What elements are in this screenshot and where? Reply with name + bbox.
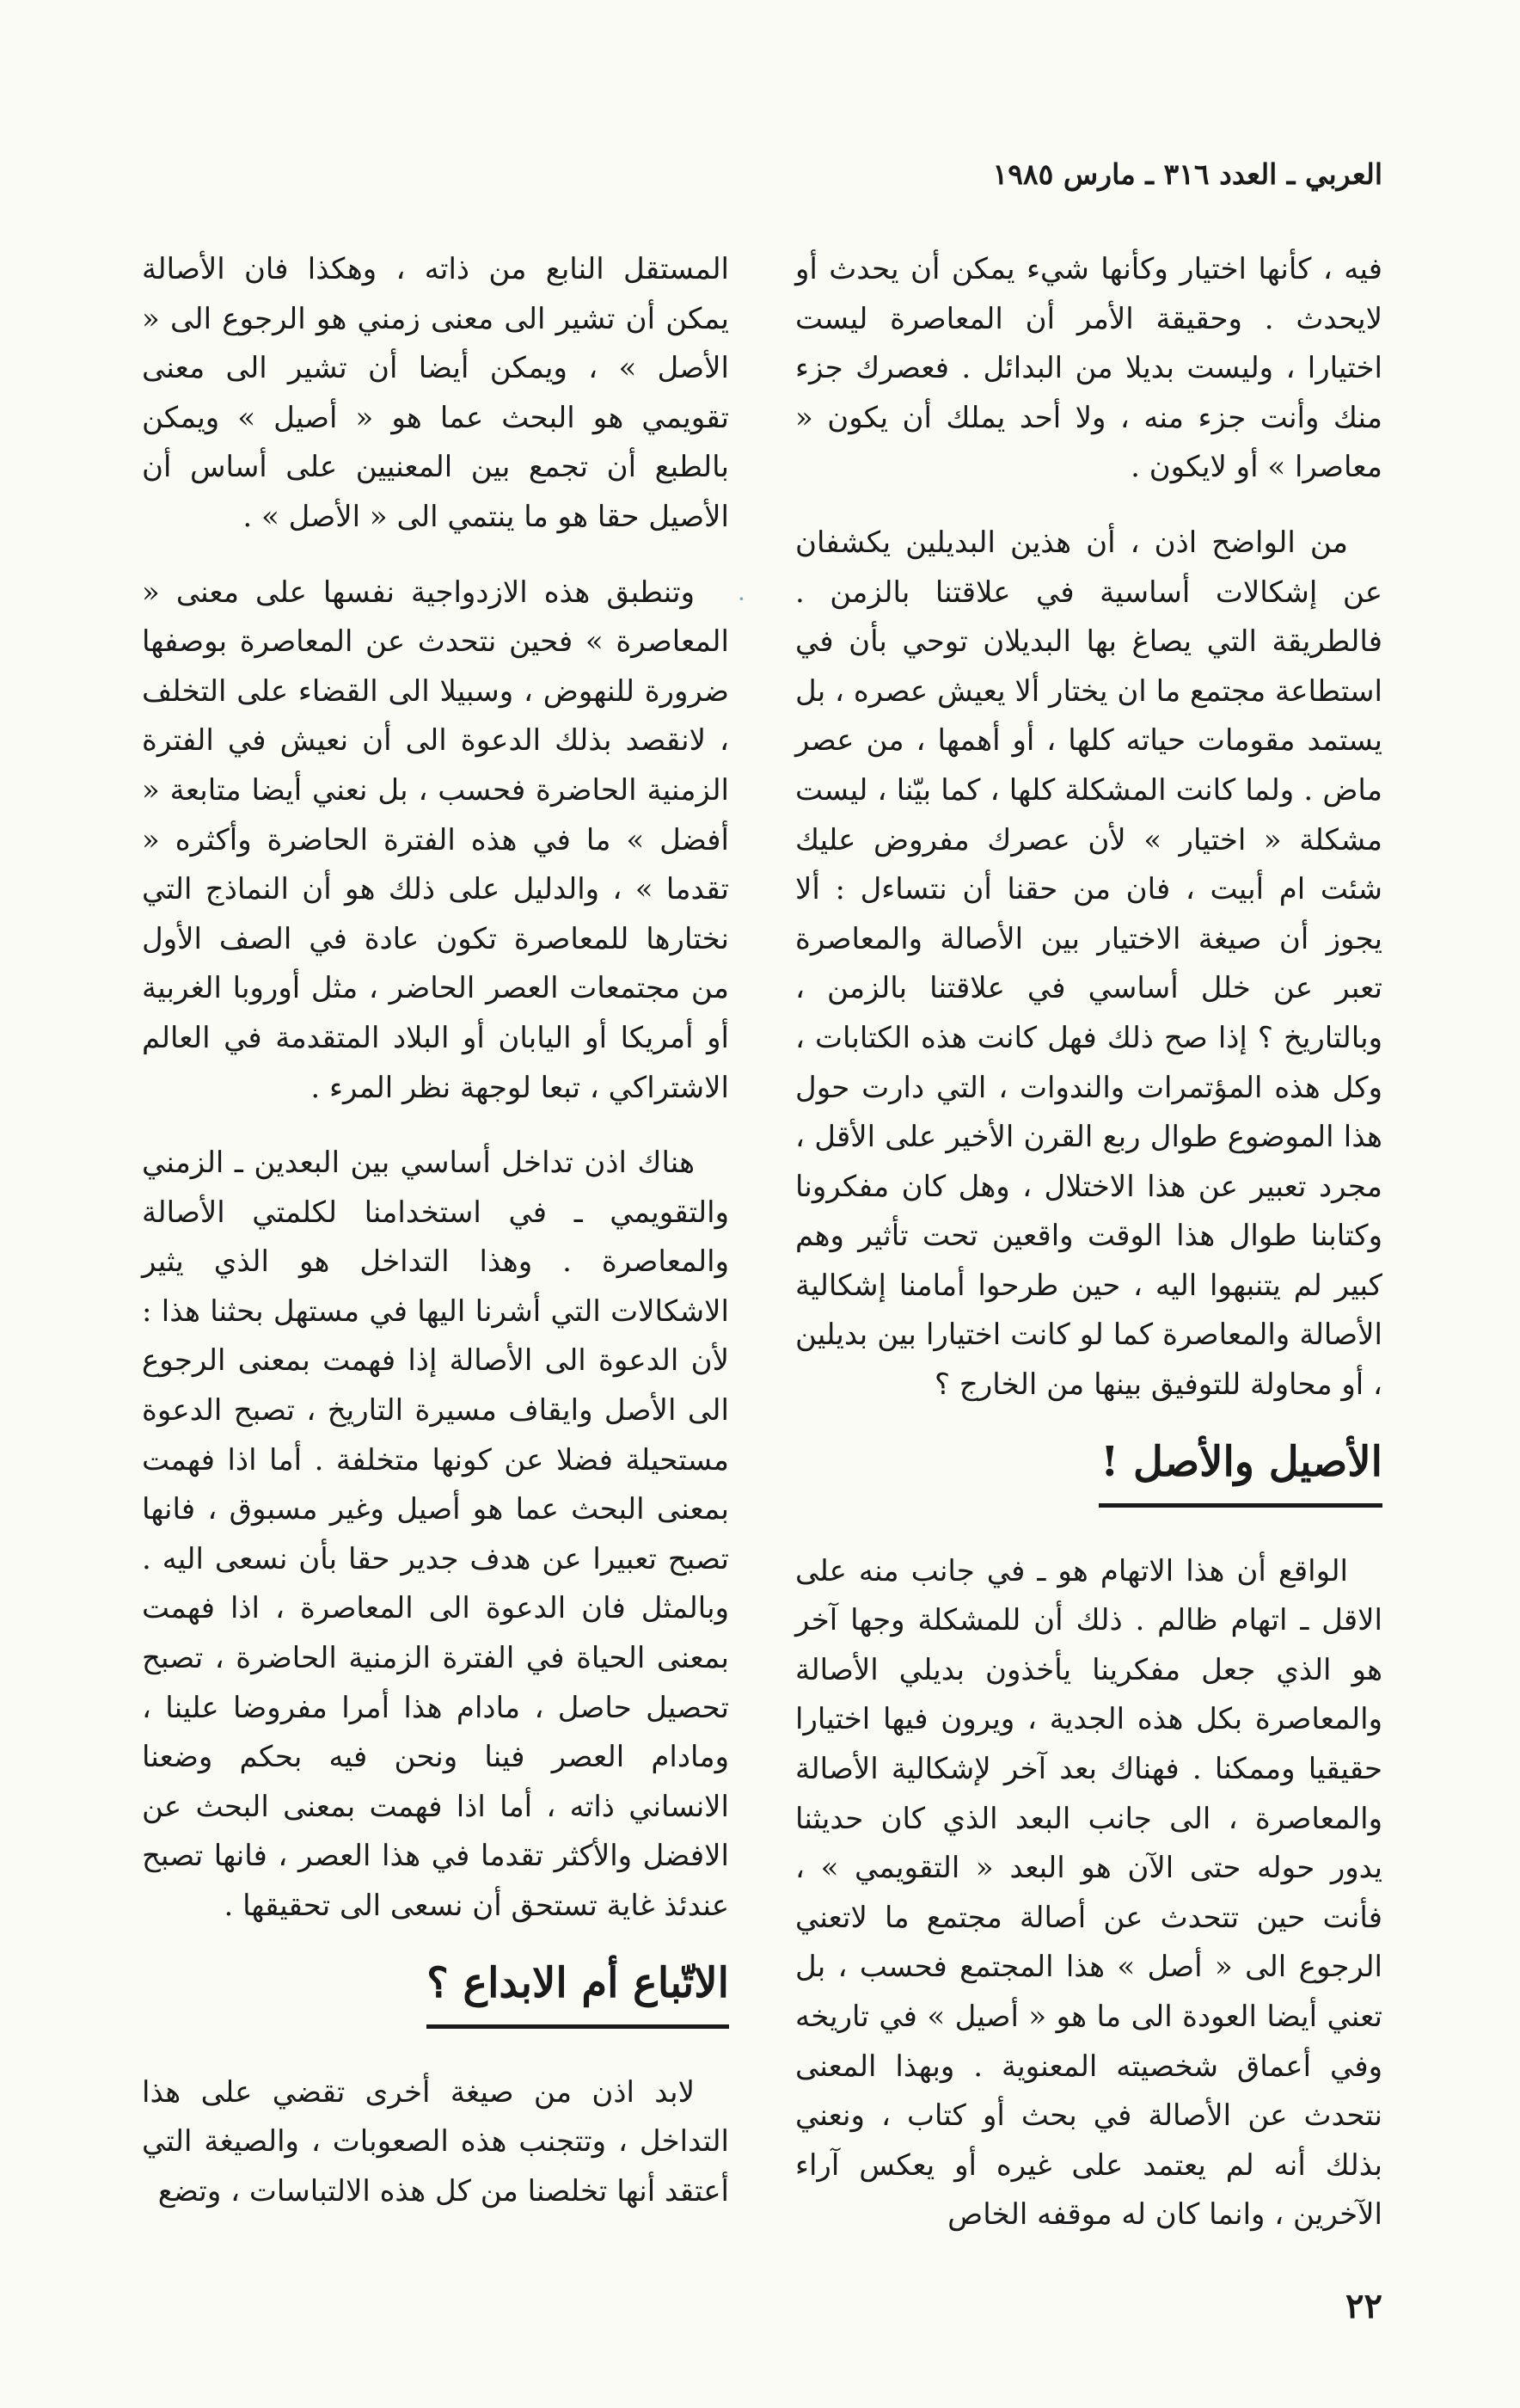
paragraph: وتنطبق هذه الازدواجية نفسها على معنى « المعاصرة » فحين نتحدث عن المعاصرة بوصفها ضرورة للنهوض ، وسبيلا الى القضاء على التخلف ، لانقصد بذلك الدعوة الى أن نعيش في الفترة الزمنية الحاضرة فحسب ، بل نعني أيضا متابعة « أفضل » ما في هذه الفترة الحاضرة وأكثره « تقدما » ، والدليل على ذلك هو أن النماذج التي نختارها للمعاصرة تكون عادة في الصف الأول من مجتمعات العصر الحاضر ، مثل أوروبا الغربية أو أمريكا أو اليابان أو البلاد المتقدمة في العالم الاشتراكي ، تبعا لوجهة نظر المرء . bbox=[142, 574, 729, 1105]
paragraph: من الواضح اذن ، أن هذين البديلين يكشفان عن إشكالات أساسية في علاقتنا بالزمن . فالطريقة التي يصاغ بها البديلان توحي بأن في استطاعة مجتمع ما ان يختار ألا يعيش عصره ، بل يستمد مقومات حياته كلها ، أو أهمها ، من عصر ماض . ولما كانت المشكلة كلها ، كما بيّنا ، ليست مشكلة « اختيار » لأن عصرك مفروض عليك شئت ام أبيت ، فان من حقنا أن نتساءل : ألا يجوز أن صيغة الاختيار بين الأصالة والمعاصرة تعبر عن خلل أساسي في علاقتنا بالزمن ، وبالتاريخ ؟ إذا صح ذلك فهل كانت هذه الكتابات ، وكل هذه المؤتمرات والندوات ، التي دارت حول هذا الموضوع طوال ربع القرن الأخير على الأقل ، مجرد تعبير عن هذا الاختلال ، وهل كان مفكرونا وكتابنا طوال هذا الوقت واقعين تحت تأثير وهم كبير لم يتنبهوا اليه ، حين طرحوا أمامنا إشكالية الأصالة والمعاصرة كما لو كانت اختيارا بين بديلين ، أو محاولة للتوفيق بينها من الخارج ؟ bbox=[795, 525, 1382, 1403]
section-heading: الأصيل والأصل ! bbox=[1099, 1436, 1382, 1508]
running-header: العربي ـ العدد ٣١٦ ـ مارس ١٩٨٥ bbox=[992, 157, 1382, 191]
paragraph: الواقع أن هذا الاتهام هو ـ في جانب منه على الاقل ـ اتهام ظالم . ذلك أن للمشكلة وجها آخر هو الذي جعل مفكرينا يأخذون بديلي الأصالة والمعاصرة بكل هذه الجدية ، ويرون فيها اختيارا حقيقيا وممكنا . فهناك بعد آخر لإشكالية الأصالة والمعاصرة ، الى جانب البعد الذي كان حديثنا يدور حوله حتى الآن هو البعد « التقويمي » ، فأنت حين تتحدث عن أصالة مجتمع ما لاتعني الرجوع الى « أصل » هذا المجتمع فحسب ، بل تعني أيضا العودة الى ما هو « أصيل » في تاريخه وفي أعماق شخصيته المعنوية . وبهذا المعنى نتحدث عن الأصالة في بحث أو كتاب ، ونعني بذلك أنه لم يعتمد على غيره أو يعكس آراء الآخرين ، وانما كان له موقفه الخاص bbox=[795, 1553, 1382, 2233]
margin-dot-icon: · bbox=[738, 585, 745, 613]
paragraph: هناك اذن تداخل أساسي بين البعدين ـ الزمني والتقويمي ـ في استخدامنا لكلمتي الأصالة والمعاصرة . وهذا التداخل هو الذي يثير الاشكالات التي أشرنا اليها في مستهل بحثنا هذا : لأن الدعوة الى الأصالة إذا فهمت بمعنى الرجوع الى الأصل وايقاف مسيرة التاريخ ، تصبح الدعوة مستحيلة فضلا عن كونها متخلفة . أما اذا فهمت بمعنى البحث عما هو أصيل وغير مسبوق ، فانها تصبح تعبيرا عن هدف جدير حقا بأن نسعى اليه . وبالمثل فان الدعوة الى المعاصرة ، اذا فهمت بمعنى الحياة في الفترة الزمنية الحاضرة ، تصبح تحصيل حاصل ، مادام هذا أمرا مفروضا علينا ، ومادام العصر فينا ونحن فيه بحكم وضعنا الانساني ذاته ، أما اذا فهمت بمعنى البحث عن الافضل والأكثر تقدما في هذا العصر ، فانها تصبح عندئذ غاية تستحق أن نسعى الى تحقيقها . bbox=[142, 1146, 729, 1923]
left-column bbox=[142, 245, 729, 2208]
page-number: ٢٢ bbox=[1345, 2286, 1382, 2326]
paragraph: المستقل النابع من ذاته ، وهكذا فان الأصالة يمكن أن تشير الى معنى زمني هو الرجوع الى « الأصل » ، ويمكن أيضا أن تشير الى معنى تقويمي هو البحث عما هو « أصيل » ويمكن بالطبع أن تجمع بين المعنيين على أساس أن الأصيل حقا هو ما ينتمي الى « الأصل » . bbox=[142, 252, 729, 534]
paragraph: فيه ، كأنها اختيار وكأنها شيء يمكن أن يحدث أو لايحدث . وحقيقة الأمر أن المعاصرة ليست اختيارا ، وليست بديلا من البدائل . فعصرك جزء منك وأنت جزء منه ، ولا أحد يملك أن يكون « معاصرا » أو لايكون . bbox=[795, 252, 1382, 485]
right-column bbox=[795, 245, 1382, 2233]
paragraph: لابد اذن من صيغة أخرى تقضي على هذا التداخل ، وتتجنب هذه الصعوبات ، والصيغة التي أعتقد أنها تخلصنا من كل هذه الالتباسات ، وتضع bbox=[142, 2074, 729, 2208]
section-heading: الاتّباع أم الابداع ؟ bbox=[426, 1957, 729, 2029]
